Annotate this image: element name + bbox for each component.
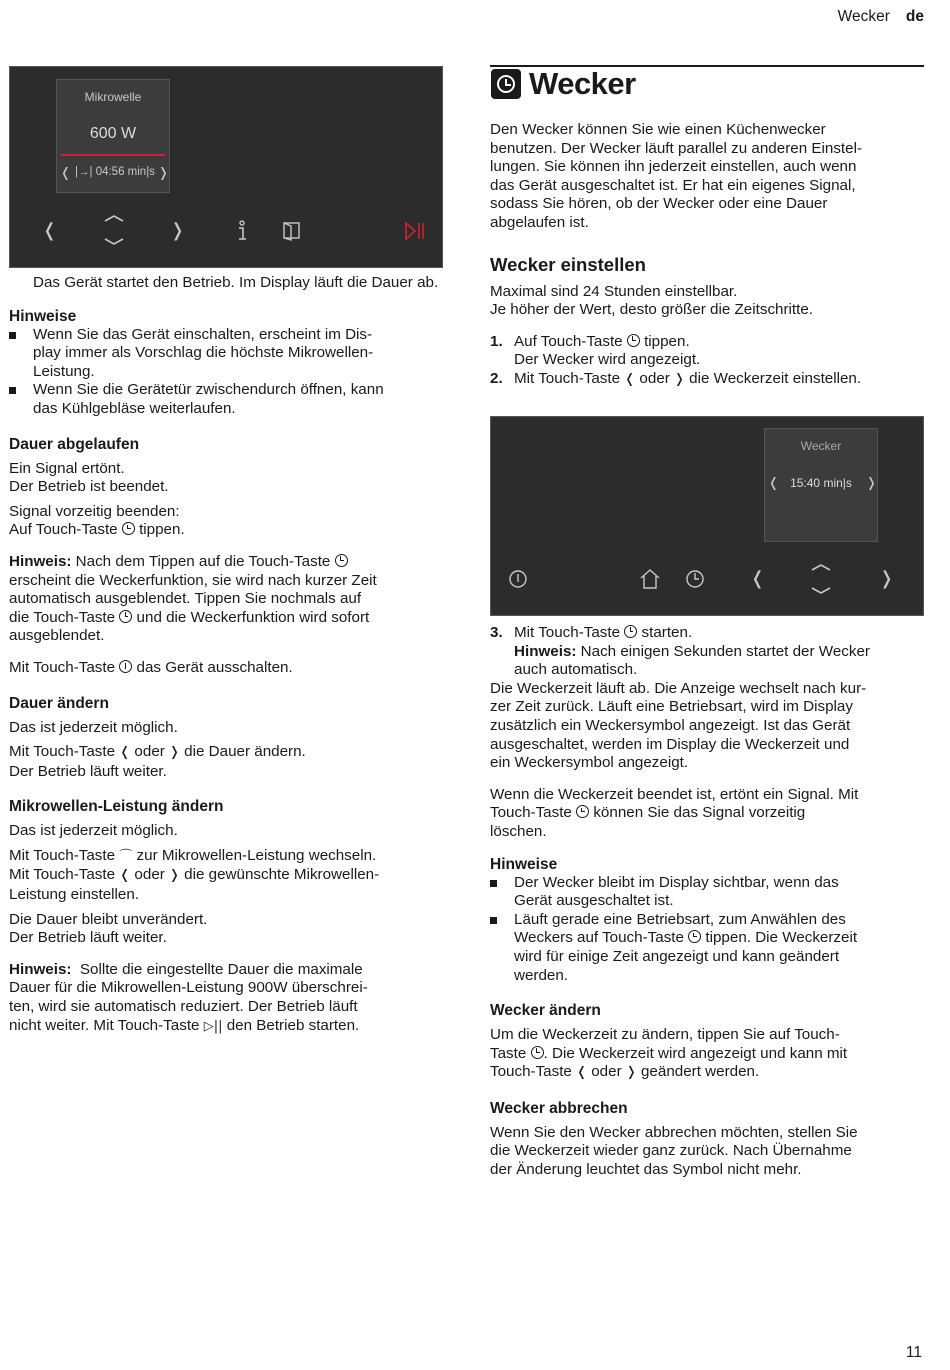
step-2: 2. Mit Touch-Taste ❬ oder ❭ die Weckerzeit einstellen. — [490, 369, 862, 387]
display-time: 15:40 min|s — [790, 476, 852, 490]
bullet-icon — [9, 332, 16, 339]
display-mode-label: Mikrowelle — [84, 90, 142, 104]
left-column: Das Gerät startet den Betrieb. Im Display läuft die Dauer ab. Hinweise Wenn Sie das Gerät einschalten, erscheint im Dis- play immer als Vorschlag die höchste Mikrowellen- Leistung. Wenn Sie die Gerätetür zwischendurch öffnen, kann das Kühlgebläse weiterlaufen. Dauer abgelaufen Ein Signal ertönt. Der Betrieb ist beendet. Signal vorzeitig beenden: Auf Touch-Taste tippen. Hinweis: Nach dem Tippen auf die Touch-Taste erscheint die Weckerfunktion, sie wird nach kurzer Zeit automatisch ausgeblendet. Tippen Sie nochmals auf die Touch-Taste und die Weckerfunktion wird sofort ausgeblendet. Mit Touch-Taste das Gerät ausschalten. Dauer ändern Das ist jederzeit möglich. Mit Touch-Taste ❬ oder ❭ die Dauer ändern. Der Betrieb läuft weiter. Mikrowellen-Leistung ändern Das ist jederzeit möglich. Mit Touch-Taste ⌒ zur Mikrowellen-Leistung wechseln. Mit Touch-Taste ❬ oder ❭ die gewünschte Mikrowellen- Leistung einstellen. Die Dauer bleibt unverändert. Der Betrieb läuft weiter. Hinweis: Sollte die eingestellte Dauer die maximale Dauer für die Mikrowellen-Leistung 900W überschrei- ten, wird sie automatisch reduziert. Der Betrieb läuft nicht weiter. Mit Touch-Taste ▷|| den Betrieb starten. — [9, 274, 439, 1036]
power-icon — [119, 660, 132, 673]
page-title: Wecker — [529, 66, 636, 101]
language-code: de — [905, 8, 924, 25]
dauer-abgelaufen-heading: Dauer abgelaufen — [9, 435, 140, 453]
microwave-control-panel — [9, 66, 443, 268]
chapter-title — [491, 66, 691, 101]
wecker-einstellen-heading: Wecker einstellen — [490, 253, 646, 275]
chevron-left-icon[interactable]: ❬ — [60, 165, 71, 180]
wecker-abbrechen-heading: Wecker abbrechen — [490, 1099, 628, 1117]
chevron-left-icon: ❬ — [119, 868, 131, 884]
hinweis-paragraph: Hinweis: Sollte die eingestellte Dauer die maximale Dauer für die Mikrowellen-Leistung 900W überschrei- ten, wird sie automatisch reduziert. Der Betrieb läuft nicht weiter. Mit Touch-Taste ▷|| den Betrieb starten. — [9, 960, 368, 1034]
mikrowellen-leistung-heading: Mikrowellen-Leistung ändern — [9, 798, 224, 816]
door-icon[interactable] — [282, 221, 302, 246]
arrow-up-down-icon[interactable] — [809, 562, 833, 601]
timer-icon — [531, 1046, 544, 1059]
chevron-right-icon: ❭ — [169, 745, 180, 761]
timer-icon — [688, 930, 701, 943]
chevron-right-icon[interactable]: ❭ — [170, 220, 186, 240]
section-title: Wecker — [837, 8, 890, 25]
step-1: 1. Auf Touch-Taste tippen. Der Wecker wird angezeigt. — [490, 332, 701, 369]
running-header — [838, 8, 924, 26]
list-item: Läuft gerade eine Betriebsart, zum Anwählen des Weckers auf Touch-Taste tippen. Die Weckerzeit wird für einige Zeit angezeigt und kann geändert werden. — [490, 911, 930, 985]
timer-icon — [624, 625, 637, 638]
bullet-icon — [490, 880, 497, 887]
info-icon[interactable] — [236, 220, 248, 247]
list-item: Der Wecker bleibt im Display sichtbar, wenn das Gerät ausgeschaltet ist. — [490, 874, 930, 911]
page-number: 11 — [905, 1344, 922, 1361]
timer-icon — [122, 522, 135, 535]
chevron-left-icon: ❬ — [119, 745, 131, 761]
chevron-right-icon[interactable]: ❭ — [866, 475, 877, 490]
power-icon[interactable] — [508, 569, 528, 594]
chevron-right-icon: ❭ — [169, 868, 180, 884]
start-pause-icon[interactable] — [404, 221, 426, 246]
wecker-aendern-heading: Wecker ändern — [490, 1002, 601, 1020]
arrow-up-down-icon[interactable] — [102, 213, 126, 252]
right-column-bottom: 3. Mit Touch-Taste starten. Hinweis: Nach einigen Sekunden startet der Wecker auch automatisch. Die Weckerzeit läuft ab. Die Anzeige wechselt nach kur- zer Zeit zurück. Läuft eine Betriebsart, wird im Display zusätzlich ein Weckersymbol angezeigt. Ist das Gerät ausgeschaltet, werden im Display die Weckerzeit und ein Weckersymbol angezeigt. Wenn die Weckerzeit beendet ist, ertönt ein Signal. Mit Touch-Taste können Sie das Signal vorzeitig löschen. Hinweise Der Wecker bleibt im Display sichtbar, wenn das Gerät ausgeschaltet ist. Läuft gerade eine Betriebsart, zum Anwählen des Weckers auf Touch-Taste tippen. Die Weckerzeit wird für einige Zeit angezeigt und kann geändert werden. Wecker ändern Um die Weckerzeit zu ändern, tippen Sie auf Touch- Taste . Die Weckerzeit wird angezeigt und kann mit Touch-Taste ❬ oder ❭ geändert werden. Wecker abbrechen Wenn Sie den Wecker abbrechen möchten, stellen Sie die Weckerzeit wieder ganz zurück. Nach Übernahme der Änderung leuchtet das Symbol nicht mehr. — [490, 624, 930, 1180]
hinweise-heading: Hinweise — [490, 855, 558, 873]
timer-display — [764, 428, 878, 542]
chevron-left-icon[interactable]: ❬ — [42, 220, 58, 240]
display-mode-label: Wecker — [800, 439, 842, 453]
chevron-left-icon: ❬ — [624, 371, 636, 387]
chevron-right-icon[interactable]: ❭ — [158, 165, 169, 180]
timer-icon — [627, 334, 640, 347]
chevron-left-icon: ❬ — [576, 1065, 588, 1081]
start-paragraph: Das Gerät startet den Betrieb. Im Display läuft die Dauer ab. — [33, 274, 439, 291]
dauer-aendern-heading: Dauer ändern — [9, 694, 109, 712]
list-item: Wenn Sie das Gerät einschalten, erscheint im Dis- play immer als Vorschlag die höchste Mikrowellen- Leistung. — [9, 326, 439, 382]
chevron-left-icon[interactable]: ❬ — [768, 475, 779, 490]
display-power: 600 W — [89, 125, 137, 142]
start-pause-icon: ▷|| — [203, 1018, 223, 1034]
timer-duration-icon: |→| — [75, 166, 93, 178]
bullet-icon — [9, 387, 16, 394]
display-duration: 04:56 min|s — [95, 166, 155, 178]
right-column-top: Den Wecker können Sie wie einen Küchenwecker benutzen. Der Wecker läuft parallel zu anderen Einstel- lungen. Sie können ihn jederzeit einstellen, auch wenn das Gerät ausgeschaltet ist. Er hat ein eigenes Signal, sodass Sie hören, ob der Wecker oder eine Dauer abgelaufen ist. Wecker einstellen Maximal sind 24 Stunden einstellbar. Je höher der Wert, desto größer die Zeitschritte. 1. Auf Touch-Taste tippen. Der Wecker wird angezeigt. 2. Mit Touch-Taste ❬ oder ❭ die Weckerzeit einstellen. — [490, 121, 930, 390]
bullet-icon — [490, 917, 497, 924]
timer-icon — [335, 554, 348, 567]
timer-icon[interactable] — [685, 569, 705, 594]
power-indicator-bar — [61, 154, 165, 156]
arrow-up-icon: ⌒ — [119, 848, 133, 864]
step-3: 3. Mit Touch-Taste starten. Hinweis: Nach einigen Sekunden startet der Wecker auch automatisch. — [490, 624, 870, 679]
timer-icon — [491, 69, 521, 99]
chevron-right-icon: ❭ — [674, 371, 685, 387]
timer-icon — [576, 805, 589, 818]
home-icon[interactable] — [639, 568, 661, 595]
list-item: Wenn Sie die Gerätetür zwischendurch öffnen, kann das Kühlgebläse weiterlaufen. — [9, 381, 439, 418]
timer-icon — [119, 610, 132, 623]
hinweise-heading: Hinweise — [9, 307, 77, 325]
timer-control-panel — [490, 416, 924, 616]
hinweis-paragraph: Hinweis: Nach dem Tippen auf die Touch-Taste erscheint die Weckerfunktion, sie wird nach kurzer Zeit automatisch ausgeblendet. Tippen Sie nochmals auf die Touch-Taste und die Weckerfunktion wird sofort ausgeblendet. — [9, 552, 377, 645]
microwave-display — [56, 79, 170, 193]
chevron-right-icon: ❭ — [625, 1065, 637, 1081]
chevron-left-icon[interactable]: ❬ — [750, 568, 766, 588]
chevron-right-icon[interactable]: ❭ — [879, 568, 895, 588]
